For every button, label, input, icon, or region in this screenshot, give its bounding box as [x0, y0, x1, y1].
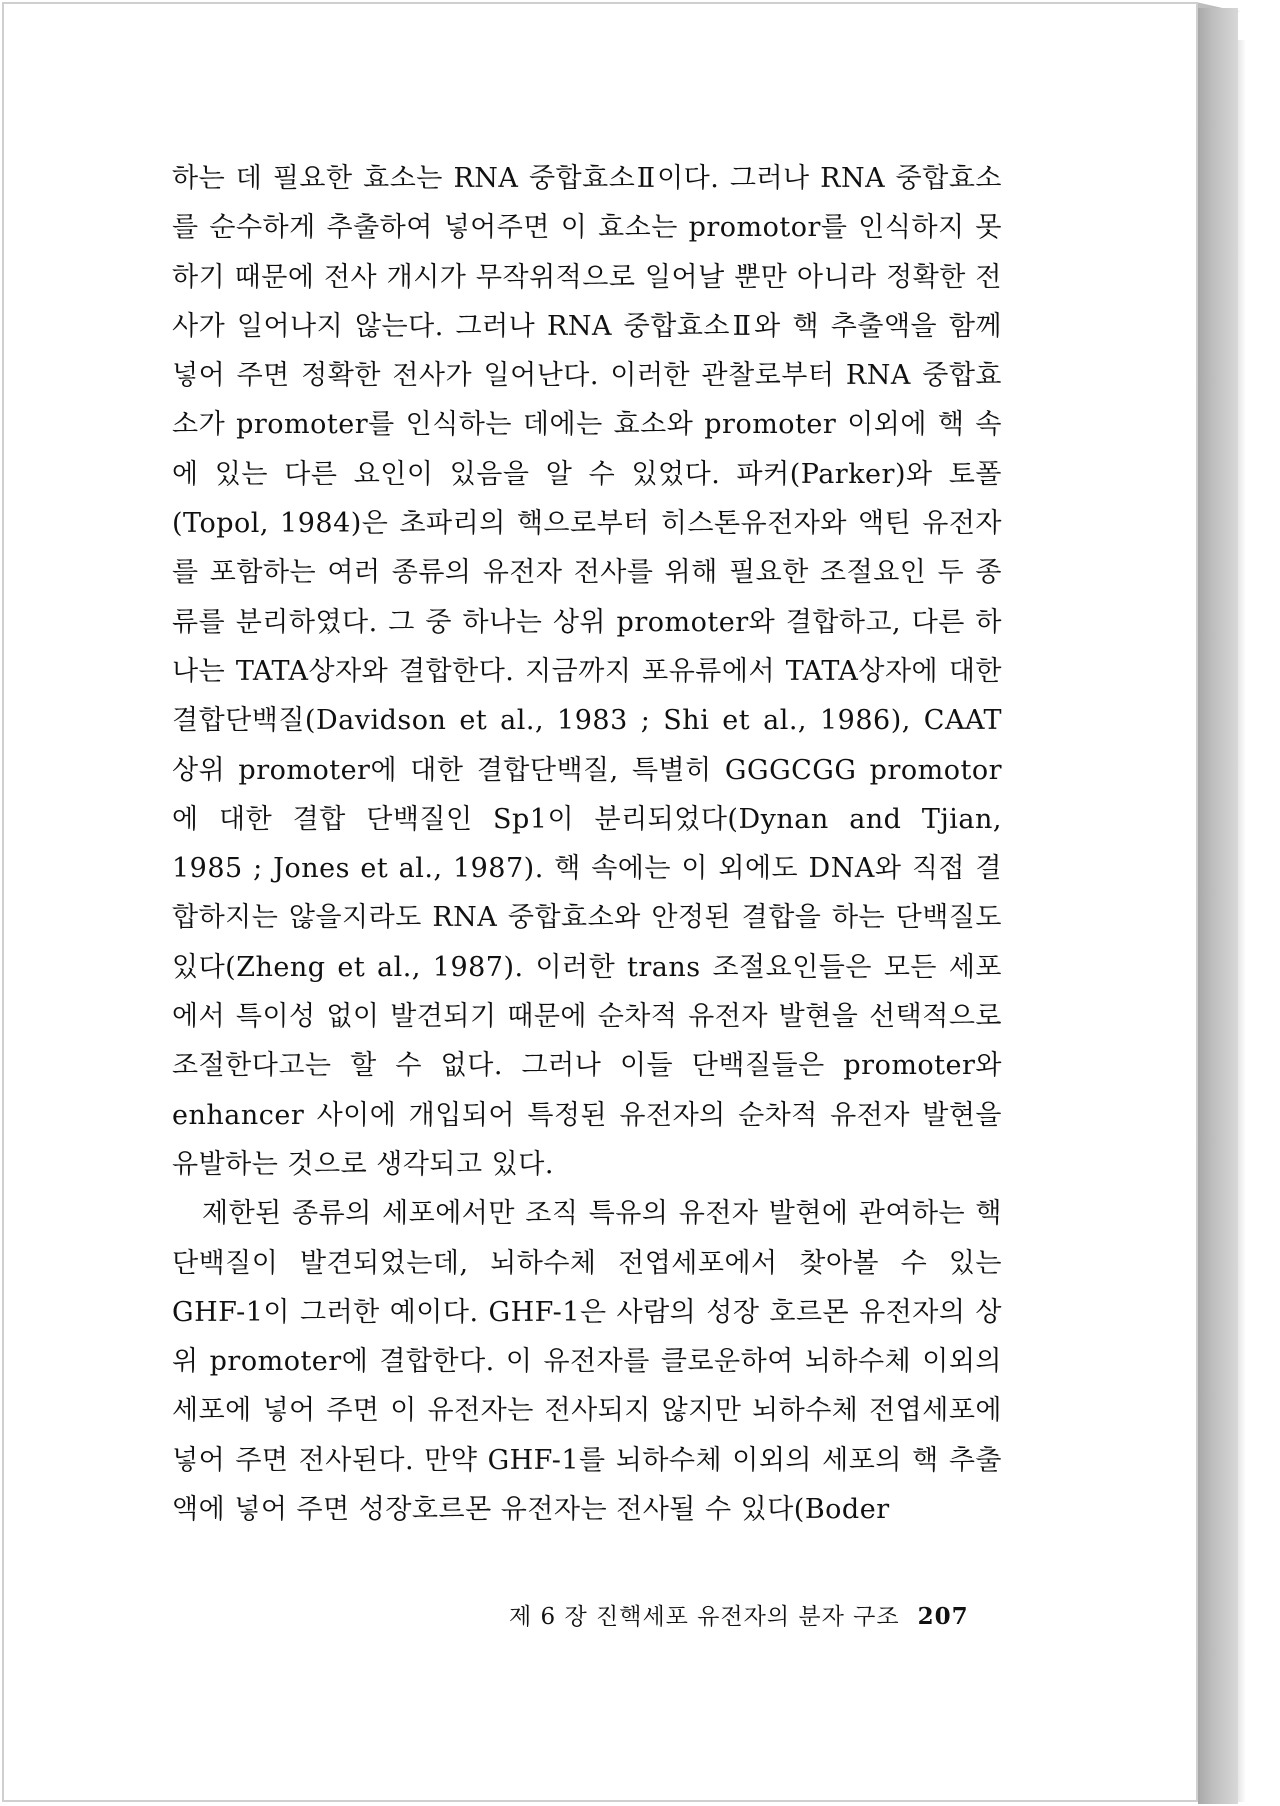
chapter-title: 제 6 장 진핵세포 유전자의 분자 구조 — [509, 1604, 900, 1630]
page-shadow — [1238, 40, 1246, 1802]
body-text — [172, 154, 1002, 1534]
page-number: 207 — [917, 1603, 969, 1630]
page-footer — [509, 1598, 979, 1631]
page-stack-edge — [1198, 8, 1238, 1804]
book-page — [2, 2, 1198, 1802]
paragraph-2: 제한된 종류의 세포에서만 조직 특유의 유전자 발현에 관여하는 핵 단백질이 발견되었는데, 뇌하수체 전엽세포에서 찾아볼 수 있는 GHF-1이 그러한 예이다. GHF-1은 사람의 성장 호르몬 유전자의 상위 promoter에 결합한다. 이 유전자를 클로운하여 뇌하수체 이외의 세포에 넣어 주면 이 유전자는 전사되지 않지만 뇌하수체 전엽세포에 넣어 주면 전사된다. 만약 GHF-1를 뇌하수체 이외의 세포의 핵 추출액에 넣어 주면 성장호르몬 유전자는 전사될 수 있다(Boder — [172, 1198, 1002, 1526]
paragraph-1: 하는 데 필요한 효소는 RNA 중합효소Ⅱ이다. 그러나 RNA 중합효소를 순수하게 추출하여 넣어주면 이 효소는 promotor를 인식하지 못하기 때문에 전사 개시가 무작위적으로 일어날 뿐만 아니라 정확한 전사가 일어나지 않는다. 그러나 RNA 중합효소Ⅱ와 핵 추출액을 함께 넣어 주면 정확한 전사가 일어난다. 이러한 관찰로부터 RNA 중합효소가 promoter를 인식하는 데에는 효소와 promoter 이외에 핵 속에 있는 다른 요인이 있음을 알 수 있었다. 파커(Parker)와 토폴(Topol, 1984)은 초파리의 핵으로부터 히스톤유전자와 액틴 유전자를 포함하는 여러 종류의 유전자 전사를 위해 필요한 조절요인 두 종류를 분리하였다. 그 중 하나는 상위 promoter와 결합하고, 다른 하나는 TATA상자와 결합한다. 지금까지 포유류에서 TATA상자에 대한 결합단백질(Davidson et al., 1983 ; Shi et al., 1986), CAAT 상위 promoter에 대한 결합단백질, 특별히 GGGCGG promotor에 대한 결합 단백질인 Sp1이 분리되었다(Dynan and Tjian, 1985 ; Jones et al., 1987). 핵 속에는 이 외에도 DNA와 직접 결합하지는 않을지라도 RNA 중합효소와 안정된 결합을 하는 단백질도 있다(Zheng et al., 1987). 이러한 trans 조절요인들은 모든 세포에서 특이성 없이 발견되기 때문에 순차적 유전자 발현을 선택적으로 조절한다고는 할 수 없다. 그러나 이들 단백질들은 promoter와 enhancer 사이에 개입되어 특정된 유전자의 순차적 유전자 발현을 유발하는 것으로 생각되고 있다. — [172, 163, 1002, 1180]
